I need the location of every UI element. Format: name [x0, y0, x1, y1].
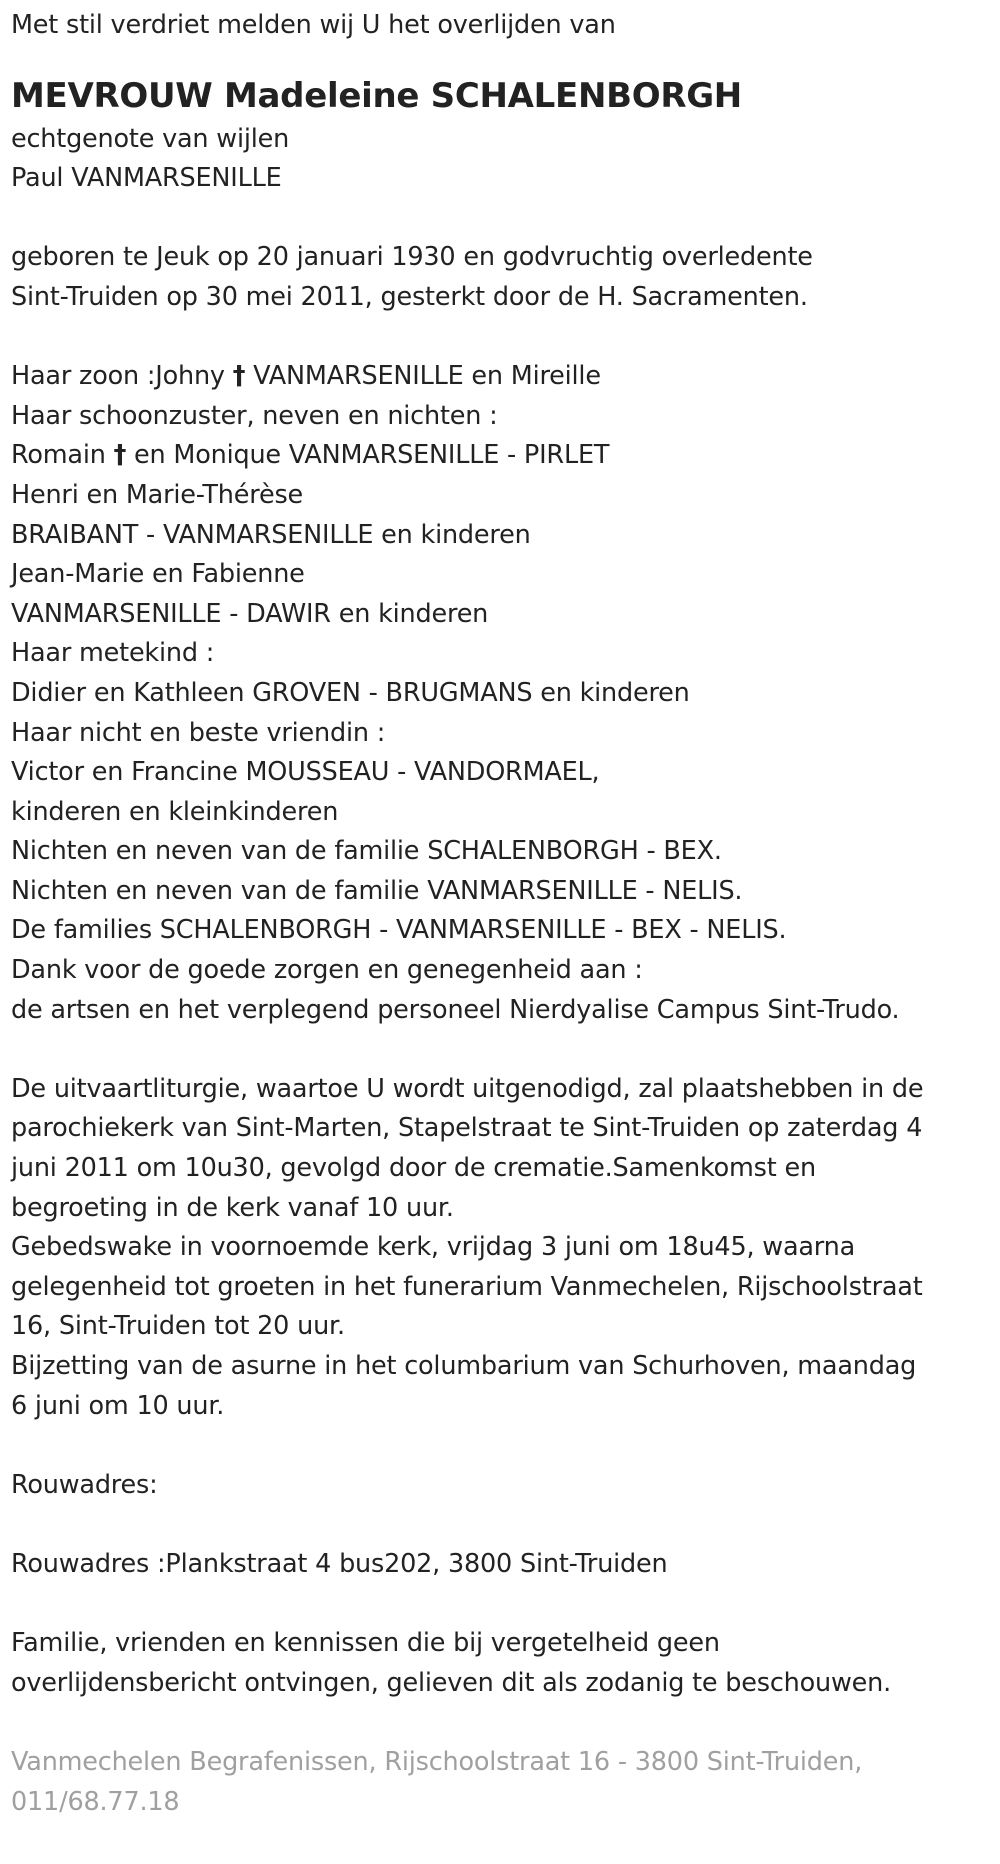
footer-line-1: Vanmechelen Begrafenissen, Rijschoolstraat 16 - 3800 Sint-Truiden, [11, 1746, 863, 1777]
cross-icon: † [113, 440, 127, 471]
spouse-line-2: Paul VANMARSENILLE [11, 163, 282, 194]
spouse-line-1: echtgenote van wijlen [11, 123, 290, 154]
family-son-name: VANMARSENILLE en Mireille [245, 361, 601, 392]
footer-line-2: 011/68.77.18 [11, 1786, 180, 1817]
mourning-label: Rouwadres: [11, 1469, 158, 1500]
notice-line-2: overlijdensbericht ontvingen, gelieven dit als zodanig te beschouwen. [11, 1667, 892, 1698]
family-sister-in-law: Haar schoonzuster, neven en nichten : [11, 400, 498, 431]
family-mousseau: Victor en Francine MOUSSEAU - VANDORMAEL, [11, 757, 600, 788]
spacer [11, 1585, 990, 1625]
funeral-line-9: 6 juni om 10 uur. [11, 1390, 225, 1421]
family-romain-label: Romain [11, 440, 114, 471]
family-nephews-1: Nichten en neven van de familie SCHALENBORGH - BEX. [11, 836, 722, 867]
family-son [11, 357, 990, 397]
spacer [11, 199, 990, 239]
spacer [11, 1030, 990, 1070]
funeral-line-7: 16, Sint-Truiden tot 20 uur. [11, 1311, 345, 1342]
family-grandchildren: kinderen en kleinkinderen [11, 796, 339, 827]
spacer [11, 1703, 990, 1743]
family-son-label: Haar zoon :Johny [11, 361, 233, 392]
family-niece-label: Haar nicht en beste vriendin : [11, 717, 386, 748]
funeral-line-1: De uitvaartliturgie, waartoe U wordt uitgenodigd, zal plaatshebben in de [11, 1073, 924, 1104]
funeral-line-3: juni 2011 om 10u30, gevolgd door de crematie.Samenkomst en [11, 1153, 816, 1184]
family-families: De families SCHALENBORGH - VANMARSENILLE - BEX - NELIS. [11, 915, 787, 946]
mourning-address: Rouwadres :Plankstraat 4 bus202, 3800 Sint-Truiden [11, 1548, 668, 1579]
funeral-line-6: gelegenheid tot groeten in het funerarium Vanmechelen, Rijschoolstraat [11, 1271, 923, 1302]
birth-death-line-1: geboren te Jeuk op 20 januari 1930 en godvruchtig overledente [11, 242, 813, 273]
cross-icon: † [232, 361, 246, 392]
family-nephews-2: Nichten en neven van de familie VANMARSENILLE - NELIS. [11, 875, 743, 906]
spacer [11, 318, 990, 358]
family-romain [11, 436, 990, 476]
family-henri: Henri en Marie-Thérèse [11, 479, 304, 510]
funeral-line-4: begroeting in de kerk vanaf 10 uur. [11, 1192, 454, 1223]
birth-death-line-2: Sint-Truiden op 30 mei 2011, gesterkt door de H. Sacramenten. [11, 281, 808, 312]
family-dawir: VANMARSENILLE - DAWIR en kinderen [11, 598, 489, 629]
family-thanks: Dank voor de goede zorgen en genegenheid aan : [11, 955, 643, 986]
family-braibant: BRAIBANT - VANMARSENILLE en kinderen [11, 519, 531, 550]
family-godchild-label: Haar metekind : [11, 638, 215, 669]
funeral-line-8: Bijzetting van de asurne in het columbarium van Schurhoven, maandag [11, 1351, 917, 1381]
intro-text: Met stil verdriet melden wij U het overlijden van [11, 10, 616, 40]
family-romain-name: en Monique VANMARSENILLE - PIRLET [126, 440, 610, 471]
family-staff: de artsen en het verplegend personeel Nierdyalise Campus Sint-Trudo. [11, 994, 900, 1025]
spacer [11, 1426, 990, 1466]
family-groven: Didier en Kathleen GROVEN - BRUGMANS en kinderen [11, 677, 690, 708]
funeral-line-5: Gebedswake in voornoemde kerk, vrijdag 3 juni om 18u45, waarna [11, 1232, 856, 1263]
funeral-line-2: parochiekerk van Sint-Marten, Stapelstraat te Sint-Truiden op zaterdag 4 [11, 1113, 923, 1144]
notice-line-1: Familie, vrienden en kennissen die bij vergetelheid geen [11, 1628, 720, 1659]
family-jean-marie: Jean-Marie en Fabienne [11, 559, 305, 590]
deceased-name: MEVROUW Madeleine SCHALENBORGH [11, 75, 742, 116]
spacer [11, 1505, 990, 1545]
